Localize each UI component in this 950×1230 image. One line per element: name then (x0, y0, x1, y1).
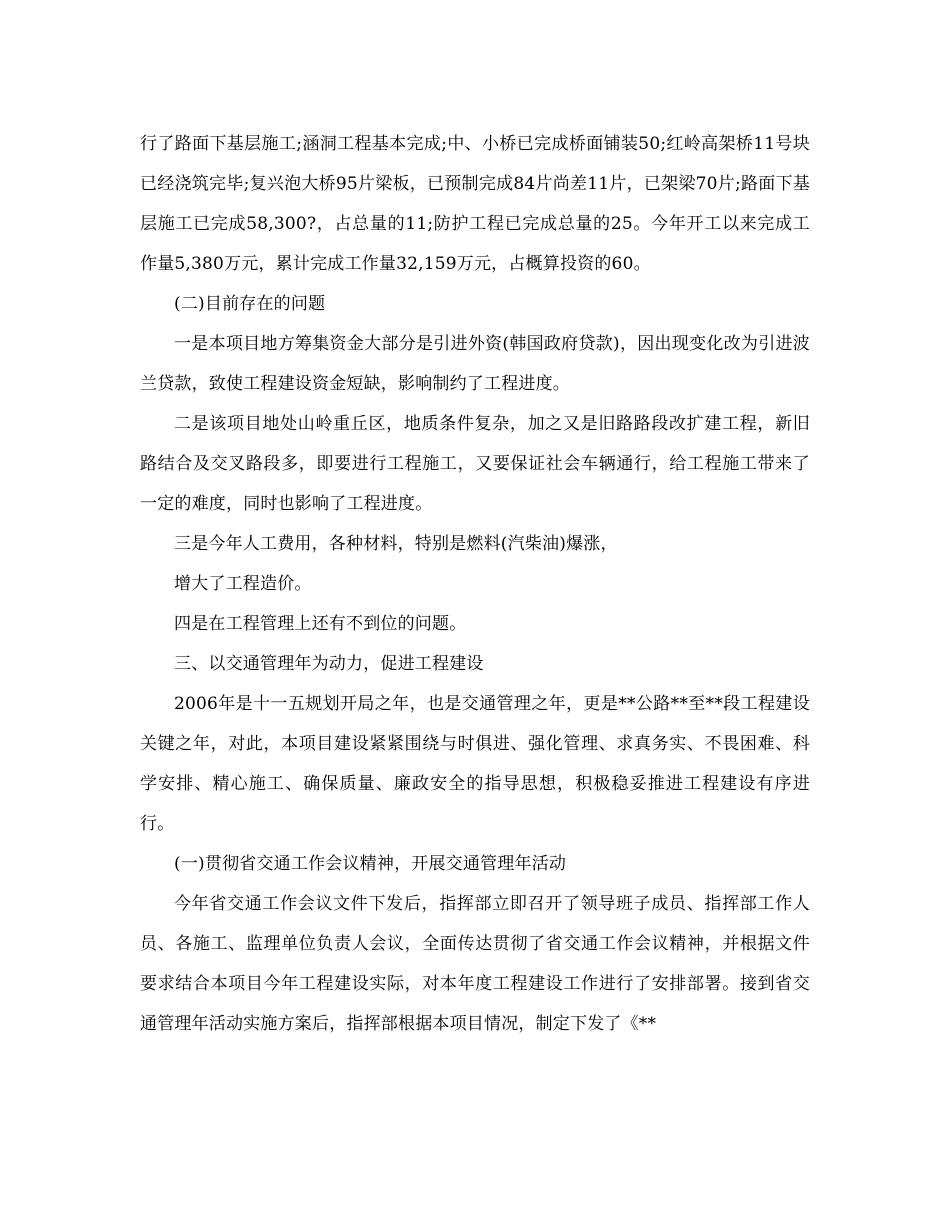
document-body (140, 124, 810, 1044)
paragraph-1: 行了路面下基层施工;涵洞工程基本完成;中、小桥已完成桥面铺装50;红岭高架桥11号块已经浇筑完毕;复兴泡大桥95片梁板，已预制完成84片尚差11片，已架梁70片;路面下基层施工已完成58,300?，占总量的11;防护工程已完成总量的25。今年开工以来完成工作量5,380万元，累计完成工作量32,159万元，占概算投资的60。 (140, 134, 810, 274)
paragraph-11: 今年省交通工作会议文件下发后，指挥部立即召开了领导班子成员、指挥部工作人员、各施工、监理单位负责人会议，全面传达贯彻了省交通工作会议精神，并根据文件要求结合本项目今年工程建设实际，对本年度工程建设工作进行了安排部署。接到省交通管理年活动实施方案后，指挥部根据本项目情况，制定下发了《** (140, 894, 810, 1034)
subsection-heading: (一)贯彻省交通工作会议精神，开展交通管理年活动 (174, 854, 567, 874)
paragraph-9: 2006年是十一五规划开局之年，也是交通管理之年，更是**公路**至**段工程建设关键之年，对此，本项目建设紧紧围绕与时俱进、强化管理、求真务实、不畏困难、科学安排、精心施工、确保质量、廉政安全的指导思想，积极稳妥推进工程建设有序进行。 (140, 694, 810, 834)
paragraph-4: 二是该项目地处山岭重丘区，地质条件复杂，加之又是旧路路段改扩建工程，新旧路结合及交叉路段多，即要进行工程施工，又要保证社会车辆通行，给工程施工带来了一定的难度，同时也影响了工程进度。 (140, 414, 810, 514)
paragraph-2: (二)目前存在的问题 (174, 294, 326, 314)
paragraph-7: 四是在工程管理上还有不到位的问题。 (174, 614, 467, 634)
paragraph-5: 三是今年人工费用，各种材料，特别是燃料(汽柴油)爆涨， (174, 534, 618, 554)
paragraph-3: 一是本项目地方筹集资金大部分是引进外资(韩国政府贷款)，因出现变化改为引进波兰贷款，致使工程建设资金短缺，影响制约了工程进度。 (140, 334, 810, 394)
paragraph-6: 增大了工程造价。 (174, 574, 312, 594)
section-heading: 三、以交通管理年为动力，促进工程建设 (174, 654, 484, 674)
